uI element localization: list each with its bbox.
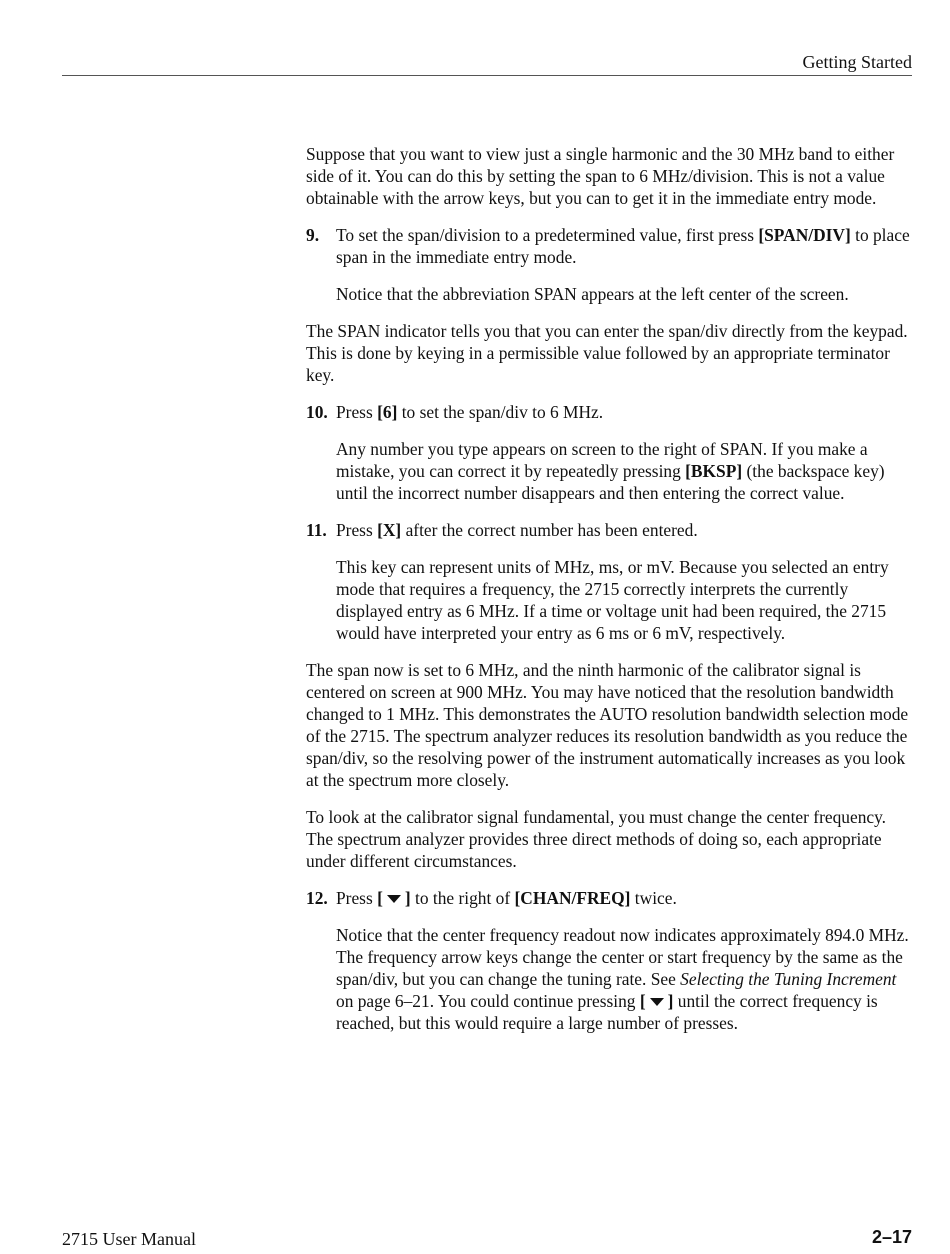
key-6: [6]	[377, 402, 398, 422]
header-title: Getting Started	[802, 52, 912, 72]
step-number: 11.	[306, 520, 327, 540]
key-bracket-open: [	[639, 991, 646, 1011]
step-12	[306, 887, 912, 909]
step-9	[306, 224, 912, 268]
step-10	[306, 401, 912, 423]
intro-paragraph: Suppose that you want to view just a single harmonic and the 30 MHz band to either side of it. You can do this by setting the span to 6 MHz/division. This is not a value obtainable with the arrow keys, but you can to get it in the immediate entry mode.	[306, 144, 895, 208]
step-text: To set the span/division to a predetermined value, first press	[336, 225, 759, 245]
note-text: Notice that the center frequency readout now indicates approximately 894.0 MHz. The frequency arrow keys change the center or start frequency by the same as the span/div, but you can change the tuning rate. See	[336, 925, 909, 989]
page-body	[306, 143, 912, 1049]
key-bracket-close: ]	[667, 991, 674, 1011]
step-text: to set the span/div to 6 MHz.	[397, 402, 604, 422]
step-text: Press	[336, 520, 378, 540]
key-bksp: [BKSP]	[685, 461, 743, 481]
step-10-note	[306, 438, 912, 504]
step-text: Press	[336, 402, 378, 422]
step-number: 12.	[306, 888, 328, 908]
step-11	[306, 519, 912, 541]
note-text: (the backspace key) until the incorrect number disappears and then entering the correct value.	[336, 461, 885, 503]
key-span-div: [SPAN/DIV]	[758, 225, 851, 245]
step-9-note: Notice that the abbreviation SPAN appears at the left center of the screen.	[336, 284, 849, 304]
step-text: to place span in the immediate entry mode.	[336, 225, 910, 267]
step-text: to the right of	[410, 888, 515, 908]
step-12-note	[306, 924, 912, 1034]
span-now-paragraph: The span now is set to 6 MHz, and the ninth harmonic of the calibrator signal is centered on screen at 900 MHz. You may have noticed that the resolution bandwidth changed to 1 MHz. This demonstrates the AUTO resolution bandwidth selection mode of the 2715. The spectrum analyzer reduces its resolution bandwidth as you reduce the span/div, so the resolving power of the instrument automatically increases as you look at the spectrum more closely.	[306, 660, 909, 790]
calibrator-paragraph: To look at the calibrator signal fundamental, you must change the center frequency. The spectrum analyzer provides three direct methods of doing so, each appropriate under different circumstances.	[306, 807, 887, 871]
step-text: twice.	[630, 888, 677, 908]
key-bracket-open: [	[377, 888, 383, 908]
note-text: until the correct frequency is reached, but this would require a large number of presses.	[336, 991, 878, 1033]
page-header	[62, 50, 912, 76]
key-bracket-close: ]	[404, 888, 411, 908]
step-text: Press	[336, 888, 378, 908]
step-number: 10.	[306, 402, 328, 422]
step-11-note: This key can represent units of MHz, ms, or mV. Because you selected an entry mode that requires a frequency, the 2715 correctly interprets the currently displayed entry as 6 MHz. If a time or voltage unit had been required, the 2715 would have interpreted your entry as 6 ms or 6 mV, respectively.	[336, 557, 889, 643]
arrow-down-icon	[650, 998, 664, 1006]
note-text: on page 6–21. You could continue pressing	[336, 991, 640, 1011]
step-text: after the correct number has been entered.	[401, 520, 698, 540]
span-indicator-paragraph: The SPAN indicator tells you that you can enter the span/div directly from the keypad. This is done by keying in a permissible value followed by an appropriate terminator key.	[306, 321, 908, 385]
arrow-down-icon	[387, 895, 401, 903]
note-text: Any number you type appears on screen to the right of SPAN. If you make a mistake, you can correct it by repeatedly pressing	[336, 439, 868, 481]
footer-manual-title: 2715 User Manual	[62, 1229, 196, 1249]
step-number: 9.	[306, 225, 320, 245]
key-chan-freq: [CHAN/FREQ]	[514, 888, 631, 908]
key-x: [X]	[377, 520, 402, 540]
footer-page-number: 2–17	[871, 1227, 912, 1247]
cross-reference: Selecting the Tuning Increment	[680, 969, 897, 989]
